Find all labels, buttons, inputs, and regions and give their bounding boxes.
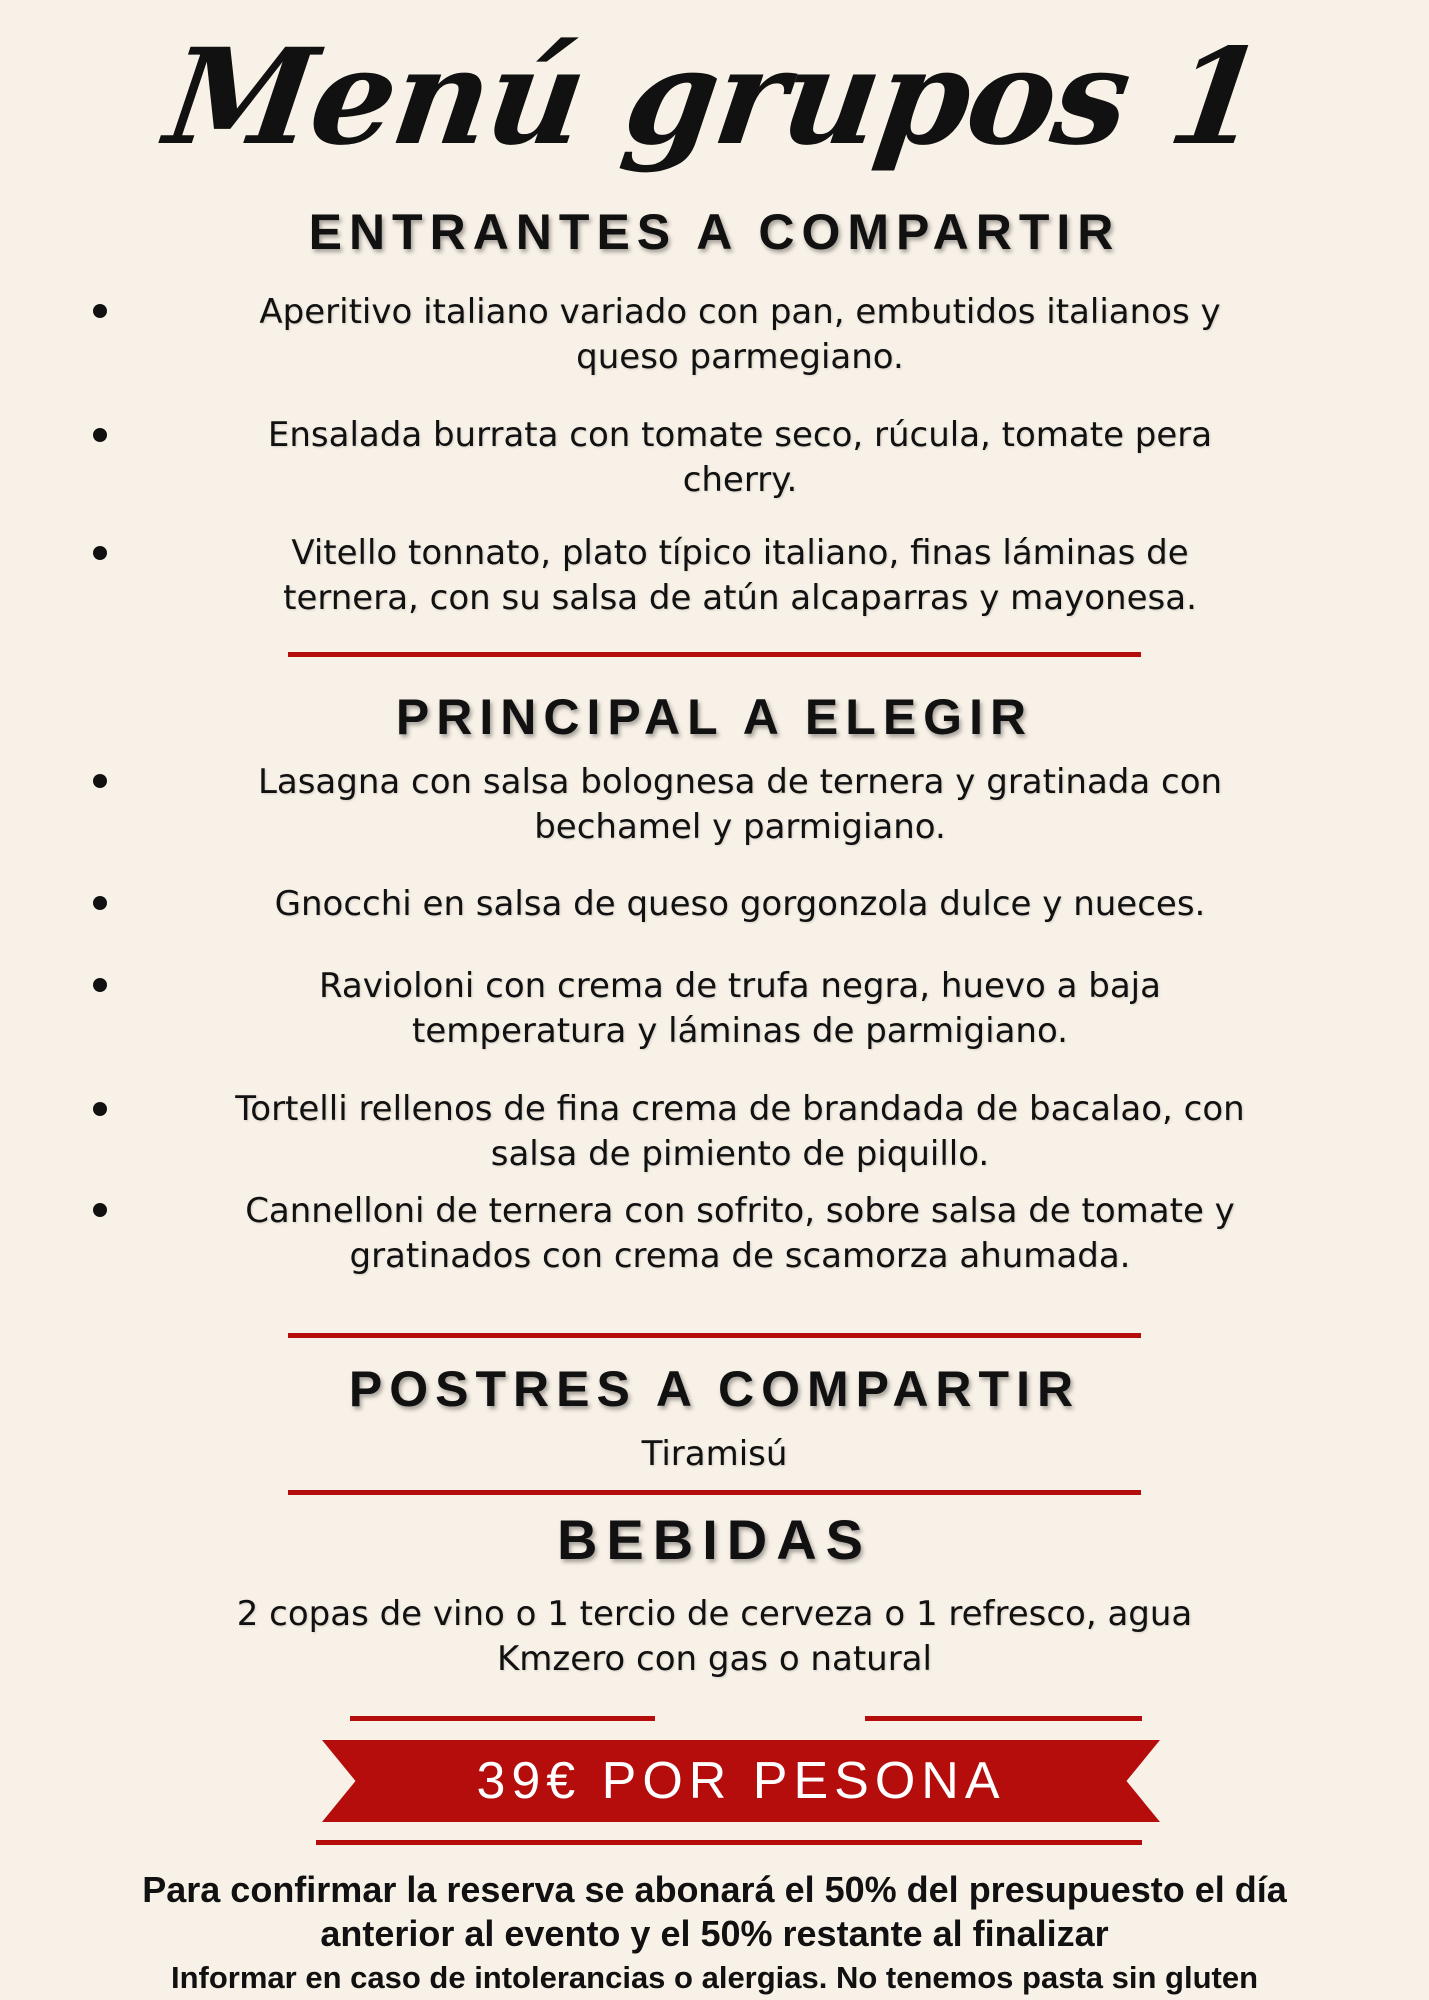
- menu-item-lasagna: Lasagna con salsa bolognesa de ternera y gratinada con bechamel y parmigiano.: [257, 762, 1223, 847]
- bullet-icon: [93, 1102, 107, 1116]
- menu-item-aperitivo: Aperitivo italiano variado con pan, embutidos italianos y queso parmegiano.: [259, 292, 1221, 377]
- divider: [288, 652, 1141, 657]
- menu-item-vitello: Vitello tonnato, plato típico italiano, finas láminas de ternera, con su salsa de atún alcaparras y mayonesa.: [283, 533, 1197, 618]
- menu-item-ravioloni: Ravioloni con crema de trufa negra, huevo a baja temperatura y láminas de parmigiano.: [319, 966, 1161, 1051]
- divider: [288, 1490, 1141, 1495]
- section-heading-bebidas: BEBIDAS: [556, 1508, 873, 1571]
- ribbon-rule-right: [865, 1716, 1142, 1721]
- menu-item-cannelloni: Cannelloni de ternera con sofrito, sobre salsa de tomate y gratinados con crema de scamorza ahumada.: [245, 1191, 1235, 1276]
- menu-title: Menú grupos 1: [157, 20, 1272, 175]
- menu-item-tortelli: Tortelli rellenos de fina crema de brandada de bacalao, con salsa de pimiento de piquillo.: [235, 1089, 1245, 1174]
- menu-item-gnocchi: Gnocchi en salsa de queso gorgonzola dulce y nueces.: [274, 884, 1206, 924]
- bullet-icon: [93, 304, 107, 318]
- bullet-icon: [93, 896, 107, 910]
- bullet-icon: [93, 428, 107, 442]
- bullet-icon: [93, 978, 107, 992]
- section-heading-entrantes: ENTRANTES A COMPARTIR: [308, 204, 1121, 260]
- drinks-text: 2 copas de vino o 1 tercio de cerveza o 1 refresco, agua Kmzero con gas o natural: [236, 1594, 1193, 1679]
- bullet-icon: [93, 774, 107, 788]
- ribbon-rule-left: [350, 1716, 655, 1721]
- bullet-icon: [93, 546, 107, 560]
- menu-item-ensalada: Ensalada burrata con tomate seco, rúcula, tomate pera cherry.: [267, 415, 1213, 500]
- section-heading-principal: PRINCIPAL A ELEGIR: [395, 689, 1034, 745]
- reservation-note: Para confirmar la reserva se abonará el 50% del presupuesto el día anterior al evento y el 50% restante al finalizar: [142, 1869, 1287, 1954]
- allergy-note: Informar en caso de intolerancias o alergias. No tenemos pasta sin gluten: [170, 1960, 1259, 1995]
- dessert-text: Tiramisú: [641, 1434, 788, 1474]
- ribbon-rule-bottom: [316, 1840, 1142, 1845]
- price-text: 39€ POR PESONA: [476, 1752, 1006, 1810]
- section-heading-postres: POSTRES A COMPARTIR: [348, 1361, 1081, 1417]
- divider: [288, 1333, 1141, 1338]
- bullet-icon: [93, 1203, 107, 1217]
